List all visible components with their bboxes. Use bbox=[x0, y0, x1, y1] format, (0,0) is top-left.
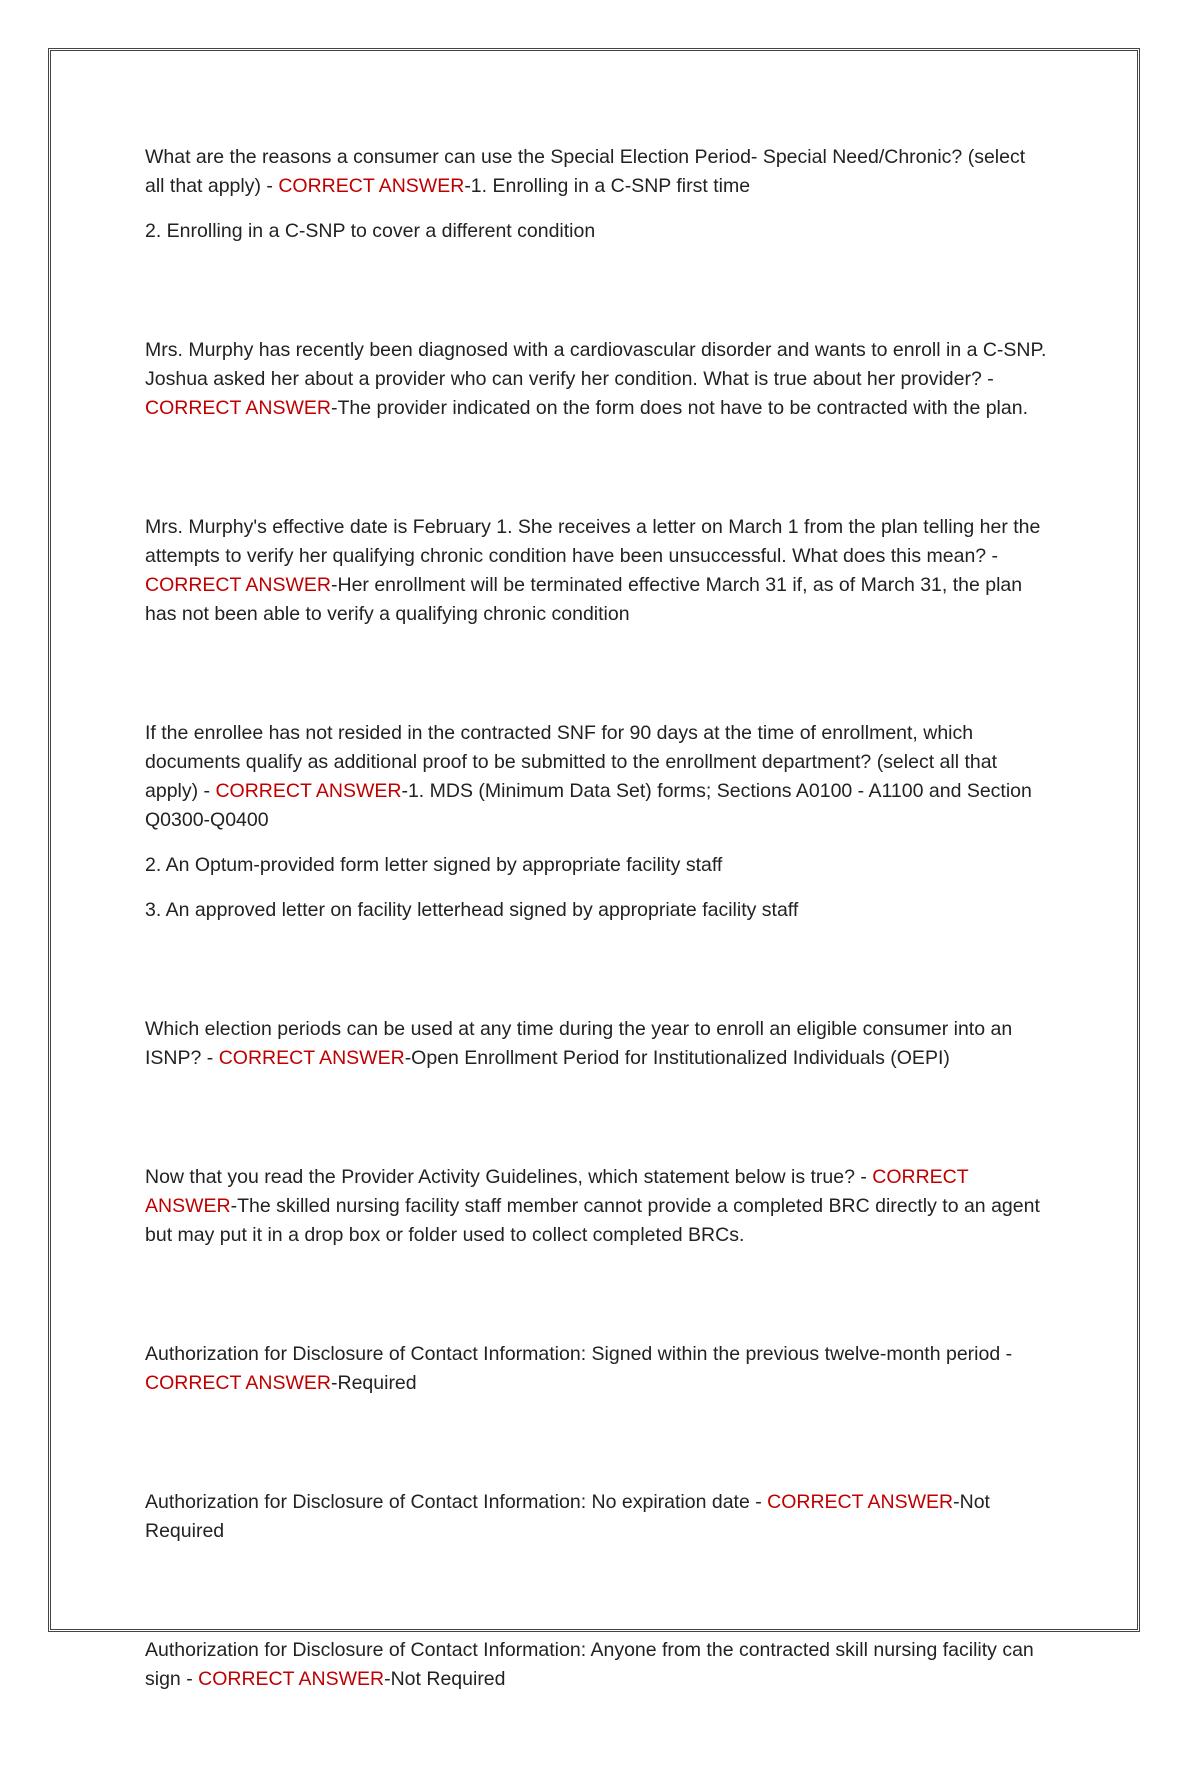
question-text: Now that you read the Provider Activity Guidelines, which statement below is true? - bbox=[145, 1166, 873, 1188]
question-text: If the enrollee has not resided in the contracted SNF for 90 days at the time of enrollment, which documents qualify as additional proof to be submitted to the enrollment department? (select all that apply) - bbox=[145, 722, 997, 802]
answer-text: -1. Enrolling in a C-SNP first time bbox=[464, 175, 751, 197]
question-text: Authorization for Disclosure of Contact Information: No expiration date - bbox=[145, 1491, 768, 1513]
qa-paragraph bbox=[145, 336, 1050, 423]
qa-item bbox=[145, 1488, 1050, 1546]
correct-answer-label: CORRECT ANSWER bbox=[278, 175, 465, 197]
answer-continuation: 2. Enrolling in a C-SNP to cover a different condition bbox=[145, 220, 596, 242]
qa-item bbox=[145, 1340, 1050, 1398]
qa-paragraph bbox=[145, 143, 1050, 201]
question-text: Authorization for Disclosure of Contact Information: Signed within the previous twelve-month period - bbox=[145, 1343, 1013, 1365]
answer-text: -1. MDS (Minimum Data Set) forms; Sections A0100 - A1100 and Section Q0300-Q0400 bbox=[145, 780, 1032, 831]
answer-continuation: 2. An Optum-provided form letter signed by appropriate facility staff bbox=[145, 854, 723, 876]
qa-paragraph bbox=[145, 1636, 1050, 1694]
question-text: Mrs. Murphy's effective date is February 1. She receives a letter on March 1 from the plan telling her the attempts to verify her qualifying chronic condition have been unsuccessful. What does this mean? - bbox=[145, 516, 1041, 567]
qa-paragraph bbox=[145, 1340, 1050, 1398]
answer-text: -The skilled nursing facility staff member cannot provide a completed BRC directly to an agent but may put it in a drop box or folder used to collect completed BRCs. bbox=[145, 1195, 1040, 1246]
qa-paragraph bbox=[145, 719, 1050, 835]
correct-answer-label: CORRECT ANSWER bbox=[215, 780, 402, 802]
qa-item bbox=[145, 1636, 1050, 1694]
correct-answer-label: CORRECT ANSWER bbox=[145, 574, 331, 596]
answer-text: -Required bbox=[331, 1372, 417, 1394]
correct-answer-label: CORRECT ANSWER bbox=[198, 1668, 385, 1690]
qa-paragraph bbox=[145, 1163, 1050, 1250]
answer-continuation: 3. An approved letter on facility letterhead signed by appropriate facility staff bbox=[145, 899, 799, 921]
qa-item bbox=[145, 1015, 1050, 1073]
qa-item bbox=[145, 336, 1050, 423]
question-text: Mrs. Murphy has recently been diagnosed with a cardiovascular disorder and wants to enroll in a C-SNP. Joshua asked her about a provider who can verify her condition. What is true about her provider? - bbox=[145, 339, 1047, 390]
qa-paragraph bbox=[145, 1488, 1050, 1546]
question-text: Authorization for Disclosure of Contact Information: Anyone from the contracted skill nursing facility can sign - bbox=[145, 1639, 1034, 1690]
answer-text: -Her enrollment will be terminated effective March 31 if, as of March 31, the plan has not been able to verify a qualifying chronic condition bbox=[145, 574, 1023, 625]
correct-answer-label: CORRECT ANSWER bbox=[767, 1491, 954, 1513]
qa-item bbox=[145, 143, 1050, 246]
correct-answer-label: CORRECT ANSWER bbox=[145, 1372, 331, 1394]
answer-text: -Not Required bbox=[145, 1491, 990, 1542]
question-text: Which election periods can be used at any time during the year to enroll an eligible consumer into an ISNP? - bbox=[145, 1018, 1013, 1069]
qa-paragraph bbox=[145, 513, 1050, 629]
correct-answer-label: CORRECT ANSWER bbox=[218, 1047, 405, 1069]
document-body bbox=[145, 143, 1050, 1784]
correct-answer-label: CORRECT ANSWER bbox=[145, 1166, 969, 1217]
answer-text: -Open Enrollment Period for Institutionalized Individuals (OEPI) bbox=[404, 1047, 950, 1069]
answer-text: -Not Required bbox=[384, 1668, 506, 1690]
correct-answer-label: CORRECT ANSWER bbox=[145, 397, 331, 419]
qa-item bbox=[145, 719, 1050, 925]
answer-text: -The provider indicated on the form does not have to be contracted with the plan. bbox=[331, 397, 1029, 419]
qa-paragraph bbox=[145, 1015, 1050, 1073]
qa-item bbox=[145, 1163, 1050, 1250]
qa-item bbox=[145, 513, 1050, 629]
question-text: What are the reasons a consumer can use the Special Election Period- Special Need/Chronic? (select all that apply) - bbox=[145, 146, 1026, 197]
